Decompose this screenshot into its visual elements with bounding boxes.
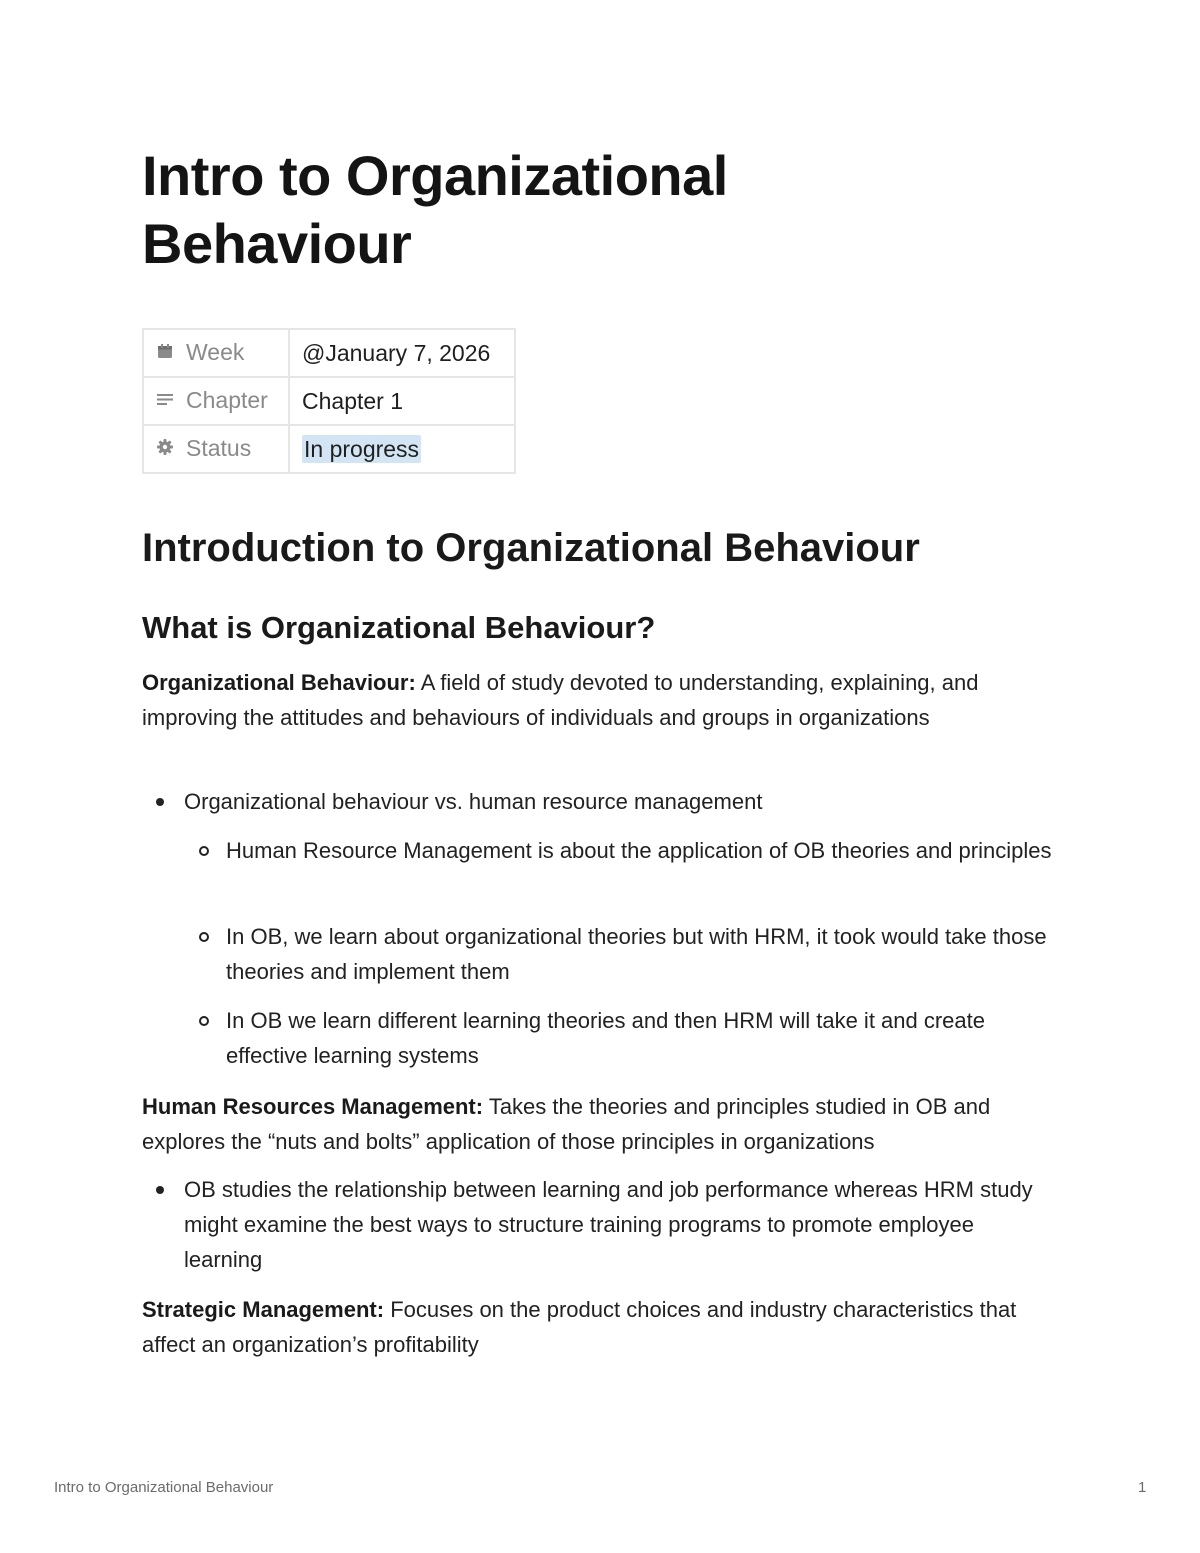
definition-hrm — [142, 1089, 1052, 1159]
list-item: OB studies the relationship between learning and job performance whereas HRM study might examine the best ways to structure training programs to promote employee learning — [184, 1172, 1052, 1277]
properties-table — [142, 328, 516, 474]
property-key-week — [143, 329, 289, 377]
property-value-week[interactable]: @January 7, 2026 — [289, 329, 515, 377]
definition-ob — [142, 665, 1052, 735]
list-item: Organizational behaviour vs. human resource management — [184, 784, 1052, 819]
page-number: 1 — [1138, 1479, 1147, 1496]
property-key-status — [143, 425, 289, 473]
property-row-chapter — [143, 377, 515, 425]
status-badge: In progress — [304, 435, 420, 462]
definition-term: Human Resources Management: — [142, 1094, 484, 1119]
property-row-status — [143, 425, 515, 473]
calendar-icon — [156, 339, 174, 366]
list-item: Human Resource Management is about the application of OB theories and principles — [226, 833, 1052, 868]
definition-text: Focuses on the product choices and industry characteristics that affect an organization’s profitability — [142, 1297, 1017, 1357]
definition-text: Takes the theories and principles studied in OB and explores the “nuts and bolts” application of those principles in organizations — [142, 1094, 991, 1154]
property-key-chapter — [143, 377, 289, 425]
list-item: In OB, we learn about organizational theories but with HRM, it took would take those theories and implement them — [226, 919, 1052, 989]
text-lines-icon — [156, 387, 174, 414]
property-value-chapter[interactable]: Chapter 1 — [289, 377, 515, 425]
page-title: Intro to Organizational Behaviour — [142, 144, 728, 275]
definition-text: A field of study devoted to understanding, explaining, and improving the attitudes and behaviours of individuals and groups in organizations — [142, 670, 979, 730]
definition-strategic — [142, 1292, 1052, 1362]
property-key-label: Week — [186, 338, 245, 365]
property-value-status[interactable] — [289, 425, 515, 473]
section-heading: Introduction to Organizational Behaviour — [142, 526, 920, 570]
footer-title: Intro to Organizational Behaviour — [54, 1479, 274, 1496]
gear-icon — [156, 435, 174, 462]
property-key-label: Chapter — [186, 386, 268, 413]
property-row-week — [143, 329, 515, 377]
subsection-heading: What is Organizational Behaviour? — [142, 610, 656, 645]
list-item: In OB we learn different learning theories and then HRM will take it and create effective learning systems — [226, 1003, 1052, 1073]
definition-term: Organizational Behaviour: — [142, 670, 416, 695]
property-key-label: Status — [186, 434, 252, 461]
definition-term: Strategic Management: — [142, 1297, 385, 1322]
